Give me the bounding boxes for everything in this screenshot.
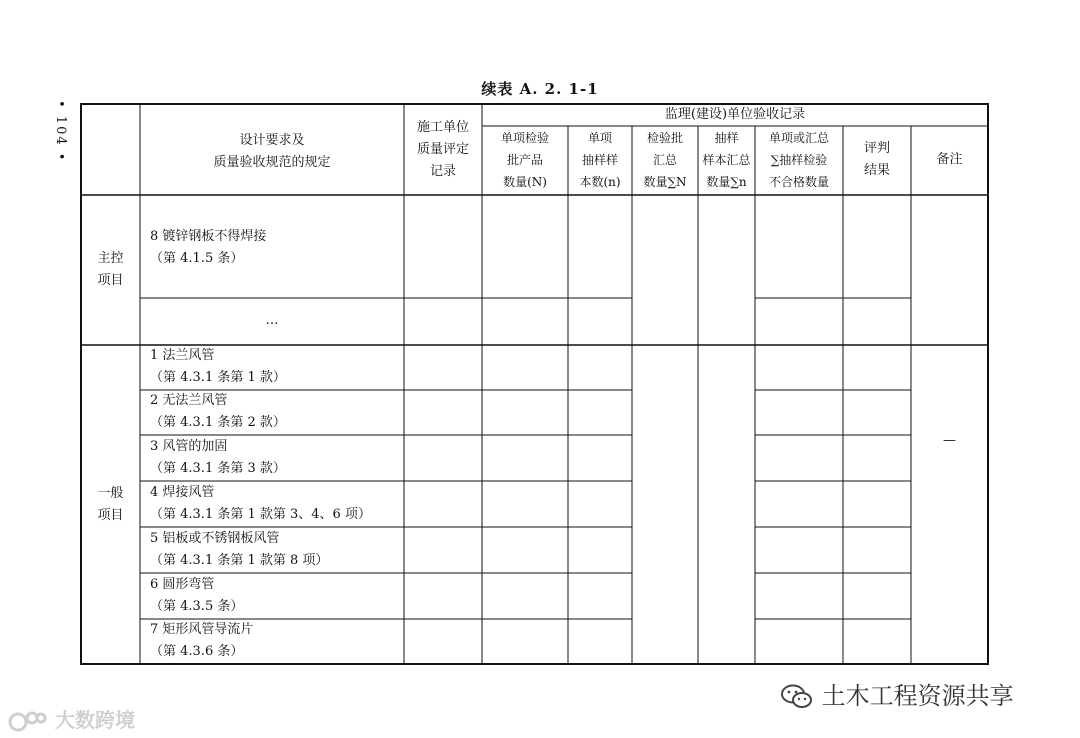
watermark-share-text: 土木工程资源共享 <box>821 682 1014 710</box>
header-sub4-line3: 数量∑n <box>706 175 747 189</box>
header-judgement <box>843 138 911 182</box>
header-sub2-line3: 本数(n) <box>579 175 621 189</box>
general-item-7 <box>150 619 253 663</box>
main-item-ellipsis: … <box>265 313 279 328</box>
general-label-line2: 项目 <box>97 508 124 523</box>
main-item-8-ref: （第 4.1.5 条） <box>150 251 244 266</box>
general-item-3-ref: （第 4.3.1 条第 3 款） <box>150 461 286 476</box>
general-item-6-ref: （第 4.3.5 条） <box>150 599 244 614</box>
watermark-share <box>780 676 1014 711</box>
general-item-4-ref: （第 4.3.1 条第 1 款第 3、4、6 项） <box>150 507 371 522</box>
general-item-3-title: 3 风管的加固 <box>150 439 228 454</box>
general-item-7-ref: （第 4.3.6 条） <box>150 644 244 659</box>
general-item-3 <box>150 436 286 480</box>
section-label-main <box>81 248 140 292</box>
general-item-4 <box>150 482 371 526</box>
general-remark-dash: — <box>943 433 956 448</box>
brand-logo-icon <box>8 709 48 735</box>
header-contractor-line2: 质量评定 <box>416 142 469 157</box>
header-contractor-line3: 记录 <box>429 164 456 179</box>
header-sub5-line2: ∑抽样检验 <box>770 153 828 167</box>
header-sub3-line1: 检验批 <box>646 131 683 145</box>
header-contractor-line1: 施工单位 <box>416 120 469 135</box>
general-item-4-title: 4 焊接风管 <box>150 485 215 500</box>
general-item-7-title: 7 矩形风管导流片 <box>150 622 254 637</box>
header-sample-total <box>698 127 755 193</box>
header-sub6-line1: 评判 <box>863 141 890 156</box>
header-sub1-line2: 批产品 <box>506 153 543 167</box>
general-item-2-ref: （第 4.3.1 条第 2 款） <box>150 415 286 430</box>
header-design-line1: 设计要求及 <box>239 133 305 148</box>
header-sub1-line3: 数量(N) <box>503 175 547 189</box>
header-nonconforming <box>755 127 843 193</box>
section-label-general <box>81 483 140 527</box>
general-item-1 <box>150 345 286 389</box>
header-batch-quantity <box>482 127 568 193</box>
main-item-8-title: 8 镀锌钢板不得焊接 <box>150 229 267 244</box>
general-item-1-title: 1 法兰风管 <box>150 348 215 363</box>
general-item-2-title: 2 无法兰风管 <box>150 393 228 408</box>
general-item-2 <box>150 390 286 434</box>
header-sub3-line2: 汇总 <box>652 153 677 167</box>
general-item-5-title: 5 铝板或不锈钢板风管 <box>150 531 280 546</box>
page-number: • 104 • <box>53 100 68 163</box>
watermark-brand <box>8 704 135 735</box>
header-remarks: 备注 <box>936 152 963 167</box>
page-title: 续表 A. 2. 1-1 <box>481 80 599 98</box>
header-sub1-line1: 单项检验 <box>500 131 549 145</box>
header-sub2-line1: 单项 <box>587 131 612 145</box>
header-design-line2: 质量验收规范的规定 <box>213 155 331 170</box>
header-sample-count <box>568 127 632 193</box>
general-item-6 <box>150 574 243 618</box>
header-design-requirements <box>140 130 404 174</box>
header-sub4-line1: 抽样 <box>714 131 739 145</box>
header-supervision-record: 监理(建设)单位验收记录 <box>664 107 806 122</box>
header-sub3-line3: 数量∑N <box>643 175 687 189</box>
header-contractor-record <box>404 117 482 183</box>
main-item-8 <box>150 226 266 270</box>
general-item-1-ref: （第 4.3.1 条第 1 款） <box>150 370 286 385</box>
header-sub5-line3: 不合格数量 <box>768 175 829 189</box>
general-item-5 <box>150 528 328 572</box>
general-item-6-title: 6 圆形弯管 <box>150 577 215 592</box>
main-label-line2: 项目 <box>97 273 124 288</box>
general-label-line1: 一般 <box>97 486 124 501</box>
wechat-icon <box>780 683 814 711</box>
header-sub4-line2: 样本汇总 <box>702 153 751 167</box>
general-item-5-ref: （第 4.3.1 条第 1 款第 8 项） <box>150 553 329 568</box>
header-sub2-line2: 抽样样 <box>581 153 618 167</box>
header-sub5-line1: 单项或汇总 <box>768 131 829 145</box>
header-sub6-line2: 结果 <box>863 163 890 178</box>
main-label-line1: 主控 <box>97 251 124 266</box>
header-batch-total <box>632 127 698 193</box>
watermark-brand-text: 大数跨境 <box>54 708 135 732</box>
